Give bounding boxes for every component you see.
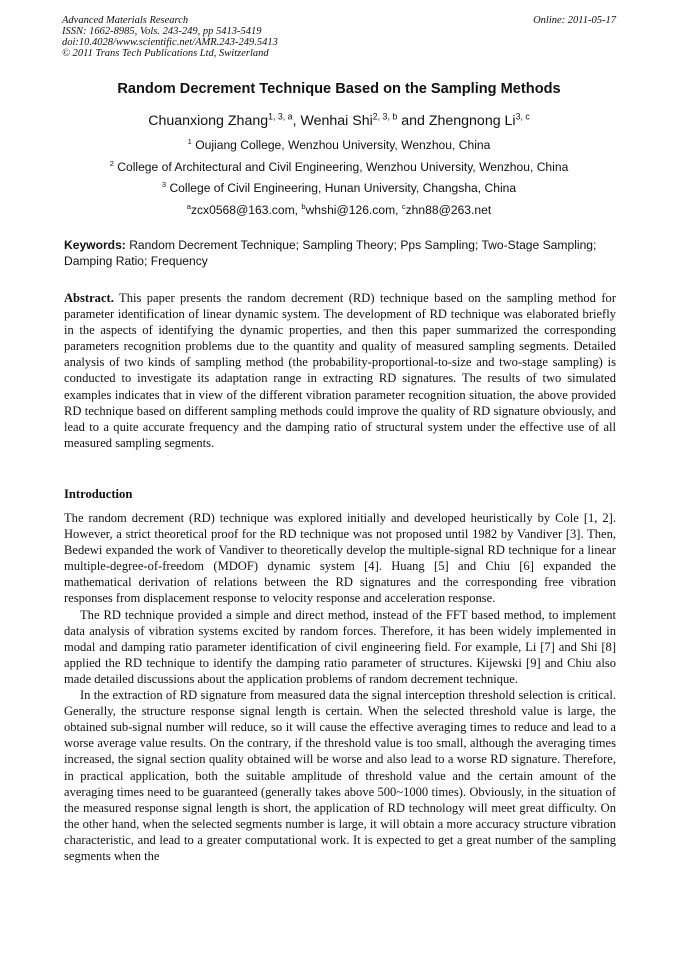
- email-link[interactable]: zcx0568@163.com,: [190, 203, 302, 217]
- paragraph: The RD technique provided a simple and direct method, instead of the FFT based method, to implement data analysis of vibration systems excited by random forces. Therefore, it has been widely implemented in modal and damping ratio parameter identification of civil engineering field. For example, Li [7] and Shi [8] applied the RD technique to identify the damping ratio parameter of structures. Kijewski [9] and Chiu also made detailed discussions about the application problems of random decrement technique.: [64, 607, 616, 686]
- author-superscript: 1, 3, a: [268, 111, 293, 122]
- affiliation-number: 1: [187, 136, 192, 146]
- paragraph: In the extraction of RD signature from measured data the signal interception threshold selection is critical. Generally, the structure response signal length is certain. When the selected threshold value is large, the obtained sub-signal number will reduce, so it will cause the effective averaging times to reduce and lead to a worse average value results. On the contrary, if the threshold value is too small, although the averaging times increased, the signal section quality obtained will be worse and also lead to a worse RD signature. Therefore, in practical application, both the suitable amplitude of threshold value and the certain amount of the averaging times need to be guaranteed (generally takes above 500~1000 times). Obviously, in the situation of the measured response signal length is short, the application of RD technology will meet great difficulty. On the other hand, when the selected segments number is large, it will obtain a more accuracy structure vibration characteristic, and lead to a greater computational work. It is expected to get a great number of the sampling segments when the: [64, 688, 616, 863]
- author-superscript: 2, 3, b: [372, 111, 398, 122]
- email-superscript: c: [401, 201, 406, 211]
- affiliation-number: 2: [109, 158, 114, 168]
- affiliation-2: [0, 160, 678, 174]
- affiliation-text: College of Civil Engineering, Hunan University, Changsha, China: [169, 181, 517, 195]
- email-superscript: b: [301, 201, 306, 211]
- affiliation-text: Oujiang College, Wenzhou University, Wenzhou, China: [195, 138, 491, 152]
- author-superscript: 3, c: [515, 111, 530, 122]
- abstract-text: This paper presents the random decrement (RD) technique based on the sampling method for parameter identification of linear dynamic system. The development of RD technique was elaborated briefly in the aspects of identifying the dynamic properties, and then this paper summarized the corresponding parameters recognition problems due to the quantity and quality of measured sampling segments. Detailed analysis of two kinds of sampling method (the probability-proportional-to-size and two-stage sampling) is conducted to investigate its adaptation range in extracting RD signatures. The results of two simulated examples indicates that in view of the different vibration parameter recognition situation, the above provided RD technique based on different sampling methods could improve the quality of RD signature obviously, and lead to a quite accurate frequency and the damping ratio of structural system under the effective use of all measured sampling segments.: [64, 291, 616, 450]
- email-link[interactable]: zhn88@263.net: [405, 203, 492, 217]
- affiliation-3: [0, 181, 678, 195]
- email-superscript: a: [186, 201, 191, 211]
- abstract-label: Abstract.: [64, 291, 114, 305]
- author-name: Wenhai Shi: [300, 113, 373, 129]
- affiliation-1: [0, 138, 678, 152]
- paper-title: Random Decrement Technique Based on the Sampling Methods: [117, 81, 561, 97]
- paragraph: The random decrement (RD) technique was explored initially and developed heuristically by Cole [1, 2]. However, a strict theoretical proof for the RD technique was not proposed until 1982 by Vandiver [3]. Then, Bedewi expanded the work of Vandiver to theoretically develop the multiple-signal RD technique for a linear multiple-degree-of-freedom (MDOF) dynamic system [4]. Huang [5] and Chiu [6] expanded the mathematical derivation of relations between the RD signatures and the corresponding free vibration responses from displacement response to velocity response and acceleration response.: [64, 511, 616, 606]
- abstract-block: [64, 290, 616, 451]
- section-heading-introduction: Introduction: [64, 487, 133, 501]
- online-date: Online: 2011-05-17: [533, 15, 616, 26]
- email-line: [0, 203, 678, 217]
- copyright-line: © 2011 Trans Tech Publications Ltd, Switzerland: [62, 48, 269, 59]
- keywords-label: Keywords:: [64, 238, 126, 252]
- journal-header: [62, 15, 616, 59]
- author-name: Chuanxiong Zhang: [148, 113, 269, 129]
- issn-line: ISSN: 1662-8985, Vols. 243-249, pp 5413-5419: [62, 26, 262, 37]
- introduction-body: [64, 510, 616, 864]
- keywords-text: Random Decrement Technique; Sampling Theory; Pps Sampling; Two-Stage Sampling; Damping Ratio; Frequency: [64, 238, 597, 268]
- journal-name: Advanced Materials Research: [62, 15, 189, 26]
- affiliation-text: College of Architectural and Civil Engineering, Wenzhou University, Wenzhou, China: [117, 160, 569, 174]
- affiliation-number: 3: [161, 179, 167, 189]
- doi-line[interactable]: doi:10.4028/www.scientific.net/AMR.243-249.5413: [62, 37, 278, 48]
- keywords-block: [64, 237, 616, 269]
- author-list: [0, 113, 678, 129]
- author-separator: and: [397, 113, 429, 129]
- author-separator: ,: [292, 113, 301, 129]
- author-name: Zhengnong Li: [428, 113, 516, 129]
- email-link[interactable]: whshi@126.com,: [305, 203, 402, 217]
